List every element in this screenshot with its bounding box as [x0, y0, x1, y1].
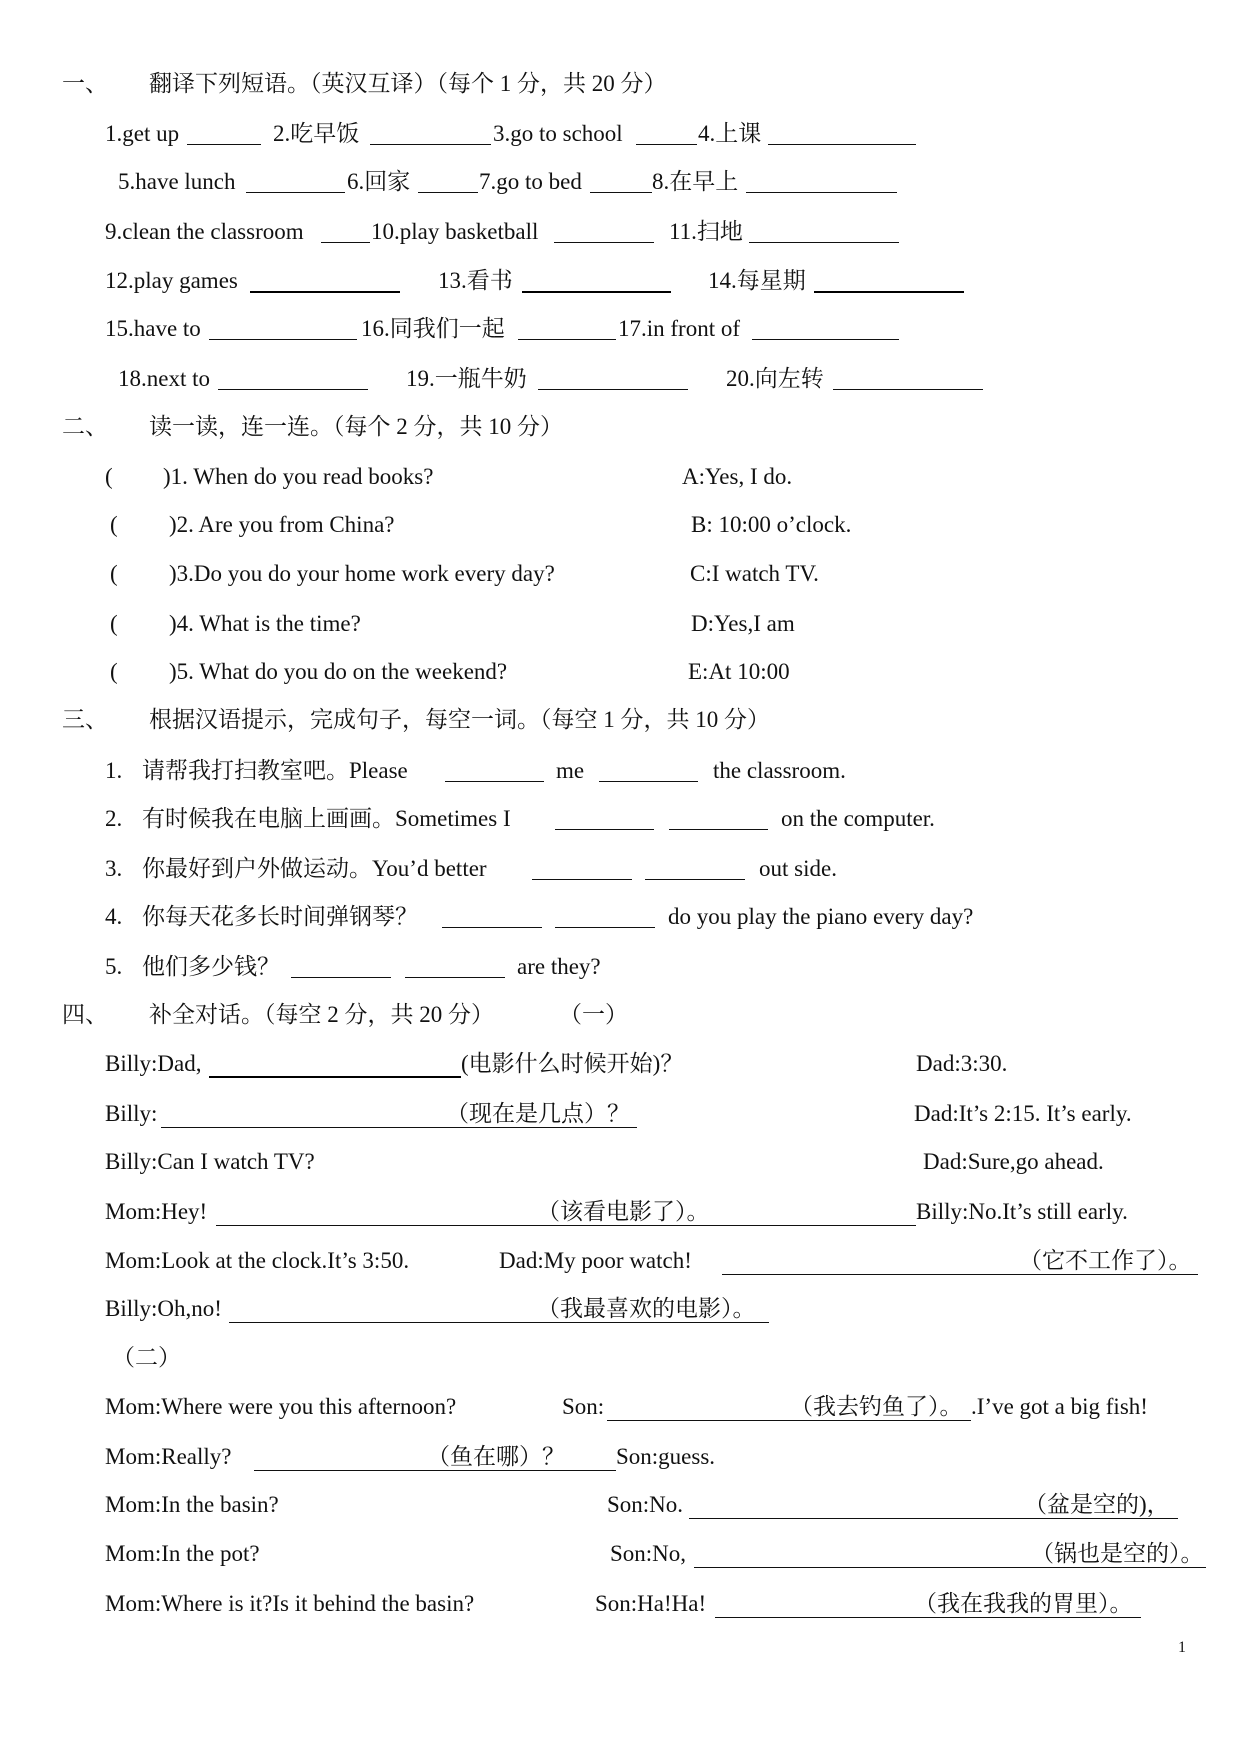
dialogue-line: Mom:Where is it?Is it behind the basin? — [105, 1591, 475, 1616]
match-option: D:Yes,I am — [691, 611, 795, 636]
dialogue-reply: Dad:Sure,go ahead. — [923, 1149, 1104, 1174]
phrase-item: 17.in front of — [618, 316, 741, 341]
sentence-prompt: 有时候我在电脑上画画。Sometimes I — [142, 806, 511, 831]
dialogue-blank-group — [689, 1492, 1178, 1519]
sentence-prompt: 你每天花多长时间弹钢琴？ — [142, 904, 418, 929]
answer-blank — [752, 316, 899, 340]
sentence-number: 4. — [105, 904, 123, 929]
sentence-number: 1. — [105, 758, 123, 783]
dialogue-line: Mom:Hey! — [105, 1199, 208, 1224]
section-title: 补全对话。（每空 2 分，共 20 分） — [149, 1002, 494, 1027]
sentence-text: the classroom. — [713, 758, 846, 783]
answer-blank — [607, 1394, 971, 1421]
dialogue-line: Billy:Oh,no! — [105, 1296, 222, 1321]
part-label: （二） — [112, 1345, 181, 1370]
phrase-item: 4.上课 — [698, 121, 762, 146]
dialogue-line: Billy: — [105, 1101, 158, 1126]
phrase-item: 18.next to — [118, 366, 210, 391]
answer-blank — [636, 121, 697, 145]
match-question — [169, 611, 361, 637]
section-number: 一、 — [62, 71, 108, 96]
dialogue-blank-group — [209, 1051, 683, 1078]
answer-blank — [209, 316, 357, 340]
sentence-number: 2. — [105, 806, 123, 831]
answer-blank — [370, 121, 491, 145]
dialogue-hint: (电影什么时候开始)？ — [461, 1051, 684, 1076]
dialogue-reply: Billy:No.It’s still early. — [916, 1199, 1128, 1224]
phrase-item: 11.扫地 — [669, 219, 743, 244]
part-label: （一） — [559, 1002, 628, 1027]
answer-blank — [518, 316, 616, 340]
dialogue-hint: （我在我我的胃里）。 — [914, 1591, 1133, 1616]
answer-paren-close: ) — [169, 659, 177, 684]
dialogue-hint: （鱼在哪）？ — [427, 1444, 565, 1469]
answer-blank — [749, 219, 899, 243]
answer-blank — [715, 1591, 1141, 1618]
answer-blank — [216, 1199, 916, 1226]
sentence-text: me — [556, 758, 585, 783]
sentence-text: are they? — [517, 954, 601, 979]
dialogue-blank-group — [254, 1444, 715, 1471]
dialogue-reply: Dad:My poor watch! — [499, 1248, 692, 1273]
phrase-item: 6.回家 — [347, 169, 411, 194]
answer-blank — [445, 758, 544, 782]
dialogue-blank-group — [216, 1199, 1128, 1226]
answer-blank — [555, 806, 654, 830]
dialogue-hint: （它不工作了）。 — [1019, 1248, 1192, 1273]
phrase-item: 12.play games — [105, 268, 238, 293]
answer-blank — [555, 904, 655, 928]
match-question — [169, 561, 555, 587]
phrase-item: 14.每星期 — [708, 268, 806, 293]
answer-paren-open: ( — [110, 561, 118, 586]
answer-paren-open: ( — [110, 611, 118, 636]
phrase-item: 7.go to bed — [479, 169, 582, 194]
match-question — [169, 659, 507, 685]
sentence-number: 5. — [105, 954, 123, 979]
dialogue-line: Billy:Can I watch TV? — [105, 1149, 315, 1174]
section-number: 四、 — [62, 1002, 108, 1027]
answer-blank — [161, 1101, 637, 1128]
dialogue-reply: Dad:It’s 2:15. It’s early. — [914, 1101, 1132, 1126]
phrase-item: 3.go to school — [493, 121, 623, 146]
answer-paren-close: ) — [163, 464, 171, 489]
question-text: 4. What is the time? — [176, 611, 361, 636]
dialogue-hint: （我最喜欢的电影）。 — [537, 1296, 756, 1321]
sentence-number: 3. — [105, 856, 123, 881]
dialogue-reply: Dad:3:30. — [916, 1051, 1008, 1076]
section-title: 翻译下列短语。（英汉互译）（每个 1 分，共 20 分） — [149, 71, 667, 96]
dialogue-blank-group — [229, 1296, 769, 1323]
dialogue-line: Mom:Look at the clock.It’s 3:50. — [105, 1248, 410, 1273]
dialogue-hint: （盆是空的)， — [1024, 1492, 1170, 1517]
dialogue-blank-group — [694, 1541, 1206, 1568]
answer-blank — [250, 268, 400, 293]
question-text: 1. When do you read books? — [170, 464, 434, 489]
phrase-item: 1.get up — [105, 121, 180, 146]
answer-blank — [669, 806, 768, 830]
dialogue-reply: .I’ve got a big fish! — [971, 1394, 1148, 1419]
dialogue-blank-group — [722, 1248, 1198, 1275]
phrase-item: 13.看书 — [438, 268, 513, 293]
answer-blank — [209, 1051, 461, 1078]
dialogue-hint: （现在是几点）？ — [446, 1101, 630, 1126]
phrase-item: 9.clean the classroom — [105, 219, 304, 244]
dialogue-blank-group — [607, 1394, 1148, 1421]
answer-blank — [722, 1248, 1198, 1275]
question-text: 5. What do you do on the weekend? — [176, 659, 508, 684]
answer-blank — [554, 219, 654, 243]
sentence-text: on the computer. — [781, 806, 935, 831]
answer-paren-open: ( — [110, 512, 118, 537]
answer-blank — [187, 121, 261, 145]
sentence-text: do you play the piano every day? — [668, 904, 974, 929]
match-option: C:I watch TV. — [690, 561, 819, 586]
answer-blank — [768, 121, 916, 145]
phrase-item: 5.have lunch — [118, 169, 236, 194]
sentence-prompt: 请帮我打扫教室吧。Please — [142, 758, 408, 783]
answer-blank — [645, 856, 745, 880]
answer-blank — [291, 954, 391, 978]
sentence-text: out side. — [759, 856, 837, 881]
answer-paren-open: ( — [110, 659, 118, 684]
answer-blank — [689, 1492, 1178, 1519]
answer-blank — [229, 1296, 769, 1323]
dialogue-hint: （锅也是空的）。 — [1031, 1541, 1204, 1566]
match-question — [169, 512, 395, 538]
phrase-item: 19.一瓶牛奶 — [406, 366, 527, 391]
sentence-prompt: 你最好到户外做运动。You’d better — [142, 856, 487, 881]
dialogue-line: Mom:Really? — [105, 1444, 232, 1469]
answer-blank — [522, 268, 671, 293]
dialogue-hint: （该看电影了）。 — [537, 1199, 710, 1224]
phrase-item: 20.向左转 — [726, 366, 824, 391]
answer-blank — [246, 169, 345, 193]
match-question — [163, 464, 433, 490]
answer-blank — [833, 366, 983, 390]
dialogue-hint: （我去钓鱼了）。 — [790, 1394, 963, 1419]
dialogue-reply: Son:guess. — [616, 1444, 716, 1469]
answer-blank — [532, 856, 632, 880]
dialogue-line: Mom:In the basin? — [105, 1492, 279, 1517]
phrase-item: 2.吃早饭 — [273, 121, 360, 146]
page-number: 1 — [1178, 1639, 1186, 1656]
answer-blank — [538, 366, 688, 390]
answer-blank — [590, 169, 652, 193]
answer-blank — [694, 1541, 1206, 1568]
phrase-item: 15.have to — [105, 316, 201, 341]
answer-blank — [218, 366, 368, 390]
section-title: 读一读，连一连。（每个 2 分，共 10 分） — [149, 414, 563, 439]
match-option: B: 10:00 o’clock. — [691, 512, 852, 537]
question-text: 2. Are you from China? — [176, 512, 395, 537]
answer-paren-close: ) — [169, 611, 177, 636]
match-option: E:At 10:00 — [688, 659, 790, 684]
answer-blank — [442, 904, 542, 928]
answer-blank — [746, 169, 897, 193]
dialogue-blank-group — [161, 1101, 637, 1128]
question-text: 3.Do you do your home work every day? — [176, 561, 555, 586]
dialogue-reply: Son:Ha!Ha! — [595, 1591, 707, 1616]
dialogue-line: Billy:Dad, — [105, 1051, 202, 1076]
phrase-item: 8.在早上 — [652, 169, 739, 194]
section-title: 根据汉语提示，完成句子，每空一词。（每空 1 分，共 10 分） — [149, 707, 770, 732]
section-number: 三、 — [62, 707, 108, 732]
dialogue-reply: Son: — [562, 1394, 605, 1419]
answer-blank — [321, 219, 370, 243]
phrase-item: 16.同我们一起 — [361, 316, 505, 341]
dialogue-reply: Son:No. — [607, 1492, 684, 1517]
answer-blank — [254, 1444, 616, 1471]
phrase-item: 10.play basketball — [371, 219, 539, 244]
answer-blank — [418, 169, 478, 193]
match-option: A:Yes, I do. — [682, 464, 793, 489]
dialogue-blank-group — [715, 1591, 1141, 1618]
answer-paren-close: ) — [169, 512, 177, 537]
dialogue-line: Mom:Where were you this afternoon? — [105, 1394, 457, 1419]
dialogue-reply: Son:No, — [610, 1541, 687, 1566]
answer-paren-open: ( — [105, 464, 113, 489]
answer-blank — [814, 268, 964, 293]
section-number: 二、 — [62, 414, 108, 439]
sentence-prompt: 他们多少钱？ — [142, 954, 280, 979]
dialogue-line: Mom:In the pot? — [105, 1541, 260, 1566]
answer-blank — [599, 758, 698, 782]
answer-blank — [405, 954, 505, 978]
answer-paren-close: ) — [169, 561, 177, 586]
